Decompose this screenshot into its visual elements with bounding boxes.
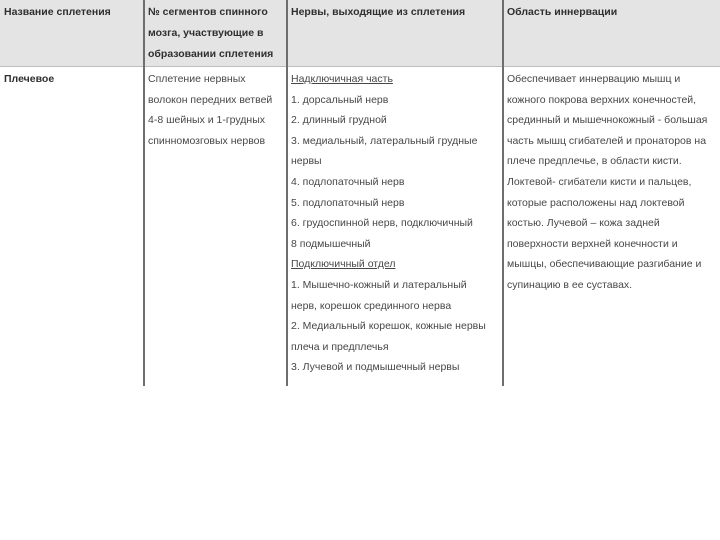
nerves-line: нервы: [291, 155, 322, 168]
nerves-line: 3. Лучевой и подмышечный нервы: [291, 361, 460, 374]
nerves-line: нерв, корешок срединного нерва: [291, 299, 452, 312]
nerves-cell: [291, 69, 501, 378]
nerves-line: 8 подмышечный: [291, 237, 371, 250]
nerves-line: плеча и предплечья: [291, 340, 389, 353]
innervation-line: Обеспечивает иннервацию мышц и: [507, 73, 681, 85]
segments-line: спинномозговых нервов: [148, 134, 266, 147]
nerves-line: 2. Медиальный корешок, кожные нервы: [291, 320, 486, 333]
nerves-line: 2. длинный грудной: [291, 114, 387, 127]
table-header-row: [0, 0, 720, 66]
header-innervation: [507, 2, 717, 23]
segments-line: волокон передних ветвей: [148, 93, 273, 106]
plexus-name: Плечевое: [4, 73, 55, 85]
innervation-line: кожного покрова верхних конечностей,: [507, 93, 697, 106]
innervation-line: часть мышц сгибателей и пронаторов на: [507, 134, 707, 147]
header-line: Нервы, выходящие из сплетения: [291, 6, 466, 18]
innervation-line: которые расположены над локтевой: [507, 196, 685, 209]
innervation-line: Локтевой- сгибатели кисти и пальцев,: [507, 175, 692, 188]
header-line: № сегментов спинного: [148, 6, 268, 18]
header-line: мозга, участвующие в: [148, 27, 264, 39]
nerves-section-subclavian: Подключичный отдел: [291, 258, 396, 271]
segments-line: Сплетение нервных: [148, 73, 246, 85]
innervation-line: мышцы, обеспечивающие разгибание и: [507, 258, 702, 271]
header-nerves: [291, 2, 501, 23]
nerves-line: 1. Мышечно-кожный и латеральный: [291, 278, 467, 291]
innervation-line: супинацию в ее суставах.: [507, 278, 633, 291]
header-line: Область иннервации: [507, 6, 618, 18]
innervation-line: костью. Лучевой – кожа задней: [507, 217, 660, 230]
header-line: образовании сплетения: [148, 48, 274, 60]
nerves-section-supraclavicular: Надключичная часть: [291, 73, 393, 85]
nerves-line: 4. подлопаточный нерв: [291, 175, 405, 188]
innervation-cell: [507, 69, 717, 296]
header-line: Название сплетения: [4, 6, 111, 18]
innervation-line: поверхности верхней конечности и: [507, 237, 678, 250]
table-row: [0, 66, 720, 386]
nerves-line: 1. дорсальный нерв: [291, 93, 389, 106]
nerves-line: 5. подлопаточный нерв: [291, 196, 405, 209]
innervation-line: плече предплечье, в области кисти.: [507, 155, 682, 168]
header-segments: [148, 2, 286, 65]
header-plexus-name: [4, 2, 142, 23]
segments-cell: [148, 69, 286, 151]
nerves-line: 3. медиальный, латеральный грудные: [291, 134, 478, 147]
plexus-name-cell: [4, 69, 142, 90]
nerves-line: 6. грудоспинной нерв, подключичный: [291, 217, 473, 230]
innervation-line: срединный и мышечнокожный - большая: [507, 114, 708, 127]
segments-line: 4-8 шейных и 1-грудных: [148, 114, 266, 127]
